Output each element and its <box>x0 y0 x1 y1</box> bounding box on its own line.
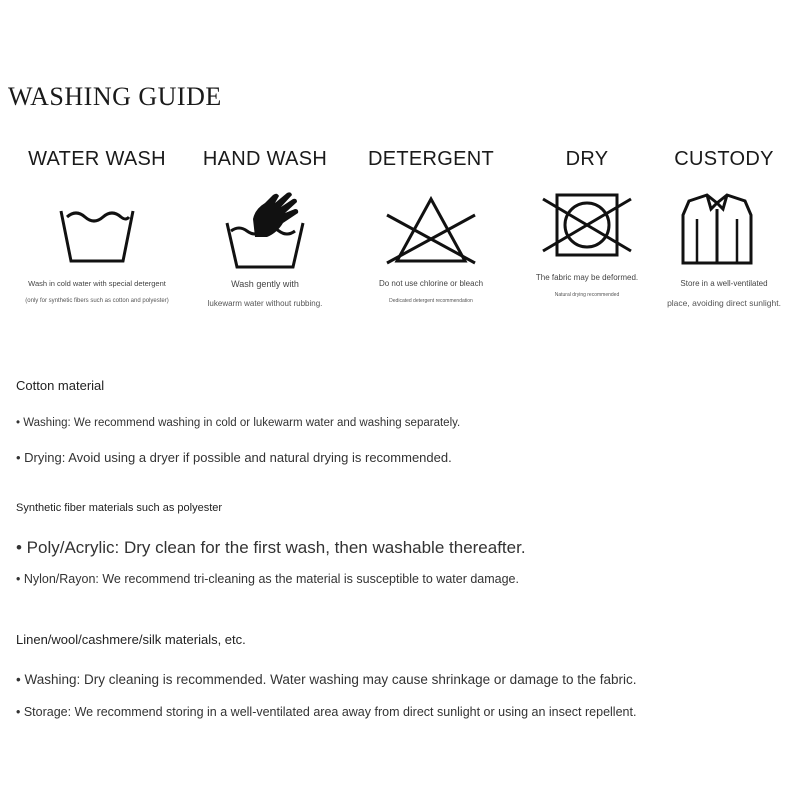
care-heading: CUSTODY <box>674 148 774 170</box>
care-item-hand-wash <box>180 148 350 308</box>
care-note: Natural drying recommended <box>554 292 620 298</box>
no-tumble-dry-icon <box>537 189 637 269</box>
bullet-item: • Washing: We recommend washing in cold or lukewarm water and washing separately. <box>16 417 461 429</box>
care-description: Wash in cold water with special detergent <box>28 279 166 288</box>
hand-wash-icon <box>215 189 315 269</box>
care-description: Do not use chlorine or bleach <box>378 279 484 288</box>
care-note: Dedicated detergent recommendation <box>389 298 473 304</box>
care-heading: WATER WASH <box>28 148 166 170</box>
care-item-detergent <box>346 148 516 304</box>
care-description: Wash gently with <box>231 279 299 289</box>
page-title: WASHING GUIDE <box>8 82 222 111</box>
care-note: lukewarm water without rubbing. <box>207 299 323 308</box>
care-heading: DETERGENT <box>367 148 495 170</box>
bullet-item: • Washing: Dry cleaning is recommended. Water washing may cause shrinkage or damage to the fabric. <box>16 672 637 687</box>
care-heading: HAND WASH <box>202 148 328 170</box>
section-heading-synthetic: Synthetic fiber materials such as polyester <box>16 502 223 514</box>
bullet-item: • Nylon/Rayon: We recommend tri-cleaning as the material is susceptible to water damage. <box>16 572 519 586</box>
bullet-item: • Poly/Acrylic: Dry clean for the first wash, then washable thereafter. <box>16 538 526 557</box>
washtub-icon <box>47 189 147 269</box>
care-description: The fabric may be deformed. <box>535 273 639 282</box>
care-item-custody <box>649 148 800 308</box>
care-heading: DRY <box>565 148 609 170</box>
care-item-water-wash <box>12 148 182 304</box>
bullet-item: • Storage: We recommend storing in a well-ventilated area away from direct sunlight or using an insect repellent. <box>16 705 637 719</box>
shirt-icon <box>667 189 767 269</box>
no-bleach-icon <box>381 189 481 269</box>
bullet-item: • Drying: Avoid using a dryer if possible and natural drying is recommended. <box>16 450 452 465</box>
care-note: place, avoiding direct sunlight. <box>667 298 781 308</box>
section-heading-natural-fibers: Linen/wool/cashmere/silk materials, etc. <box>16 632 246 647</box>
section-heading-cotton: Cotton material <box>16 378 105 393</box>
care-note: (only for synthetic fibers such as cotton and polyester) <box>25 298 169 304</box>
care-description: Store in a well-ventilated <box>680 279 768 288</box>
